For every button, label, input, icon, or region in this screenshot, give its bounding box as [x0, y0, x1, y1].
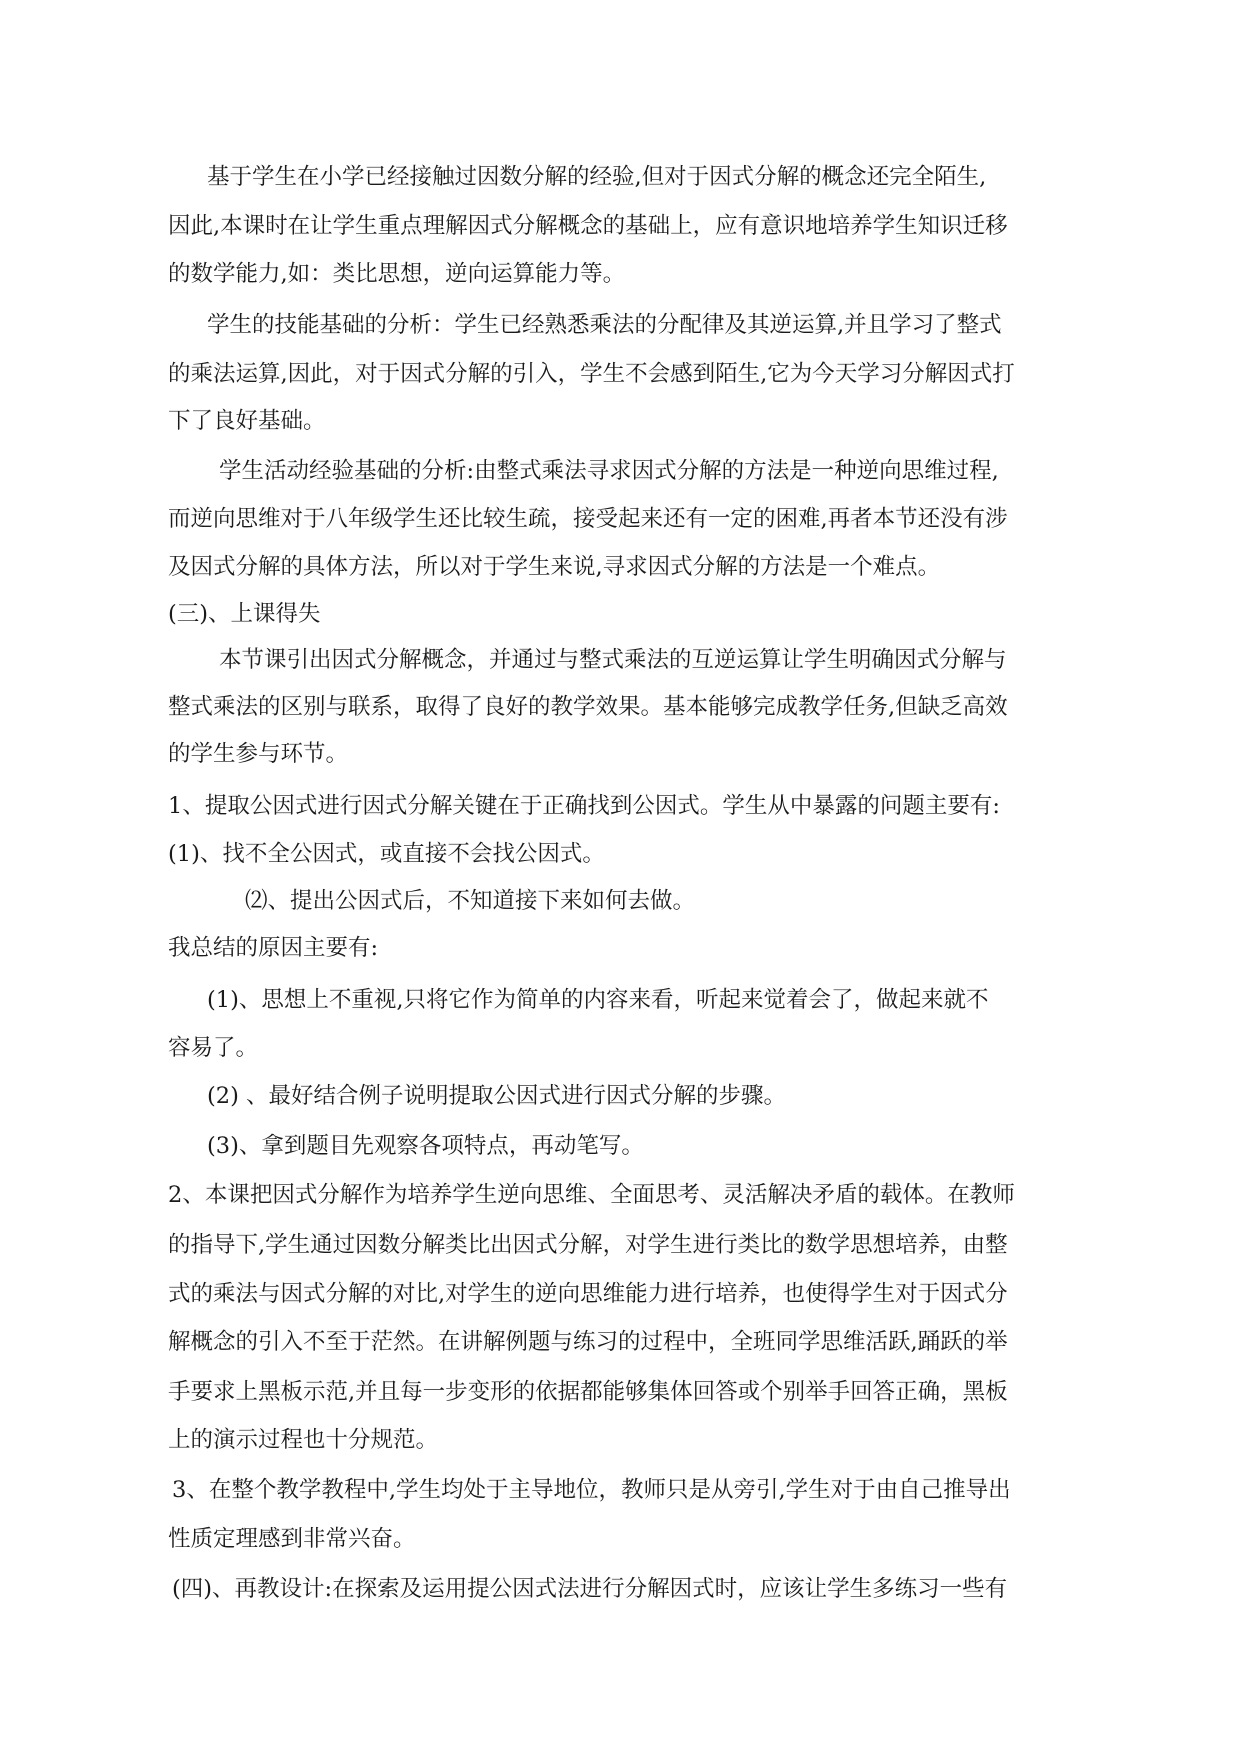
list-item: (3)、拿到题目先观察各项特点，再动笔写。 — [207, 1133, 644, 1159]
paragraph-line: 的乘法运算,因此，对于因式分解的引入，学生不会感到陌生,它为今天学习分解因式打 — [168, 361, 1015, 387]
paragraph-line: 的学生参与环节。 — [168, 741, 349, 767]
paragraph-line: 式的乘法与因式分解的对比,对学生的逆向思维能力进行培养，也使得学生对于因式分 — [168, 1281, 1008, 1307]
paragraph-line: 手要求上黑板示范,并且每一步变形的依据都能够集体回答或个别举手回答正确，黑板 — [168, 1379, 1008, 1405]
paragraph-line: 的指导下,学生通过因数分解类比出因式分解，对学生进行类比的数学思想培养，由整 — [168, 1232, 1008, 1258]
list-item: ⑵、提出公因式后，不知道接下来如何去做。 — [245, 888, 696, 914]
paragraph-line: 3、在整个教学教程中,学生均处于主导地位，教师只是从旁引,学生对于由自己推导出 — [172, 1477, 1011, 1503]
paragraph-line: 学生活动经验基础的分析:由整式乘法寻求因式分解的方法是一种逆向思维过程, — [219, 458, 999, 484]
paragraph-line: 本节课引出因式分解概念，并通过与整式乘法的互逆运算让学生明确因式分解与 — [219, 647, 1007, 673]
paragraph-line: 整式乘法的区别与联系，取得了良好的教学效果。基本能够完成教学任务,但缺乏高效 — [168, 694, 1008, 720]
paragraph-line: 2、本课把因式分解作为培养学生逆向思维、全面思考、灵活解决矛盾的载体。在教师 — [168, 1182, 1015, 1208]
list-item: (1)、找不全公因式，或直接不会找公因式。 — [168, 841, 605, 867]
list-item: (1)、思想上不重视,只将它作为简单的内容来看，听起来觉着会了，做起来就不 — [207, 987, 989, 1013]
paragraph-line: 下了良好基础。 — [168, 408, 326, 434]
paragraph-line: 学生的技能基础的分析：学生已经熟悉乘法的分配律及其逆运算,并且学习了整式 — [207, 312, 1002, 338]
paragraph-line: 的数学能力,如：类比思想，逆向运算能力等。 — [168, 261, 626, 287]
section-heading: (三)、上课得失 — [168, 601, 321, 627]
paragraph-line: 性质定理感到非常兴奋。 — [168, 1526, 416, 1552]
paragraph-line: 解概念的引入不至于茫然。在讲解例题与练习的过程中，全班同学思维活跃,踊跃的举 — [168, 1329, 1008, 1355]
section-heading: (四)、再教设计:在探索及运用提公因式法进行分解因式时，应该让学生多练习一些有 — [172, 1576, 1008, 1602]
paragraph-line: 而逆向思维对于八年级学生还比较生疏，接受起来还有一定的困难,再者本节还没有涉 — [168, 506, 1008, 532]
paragraph-line: 我总结的原因主要有: — [168, 935, 379, 961]
paragraph-line: 容易了。 — [168, 1035, 259, 1061]
list-item: (2) 、最好结合例子说明提取公因式进行因式分解的步骤。 — [207, 1083, 787, 1109]
paragraph-line: 上的演示过程也十分规范。 — [168, 1427, 439, 1453]
paragraph-line: 基于学生在小学已经接触过因数分解的经验,但对于因式分解的概念还完全陌生, — [207, 164, 987, 190]
paragraph-line: 因此,本课时在让学生重点理解因式分解概念的基础上，应有意识地培养学生知识迁移 — [168, 213, 1008, 239]
paragraph-line: 1、提取公因式进行因式分解关键在于正确找到公因式。学生从中暴露的问题主要有: — [168, 793, 1000, 819]
paragraph-line: 及因式分解的具体方法，所以对于学生来说,寻求因式分解的方法是一个难点。 — [168, 554, 941, 580]
